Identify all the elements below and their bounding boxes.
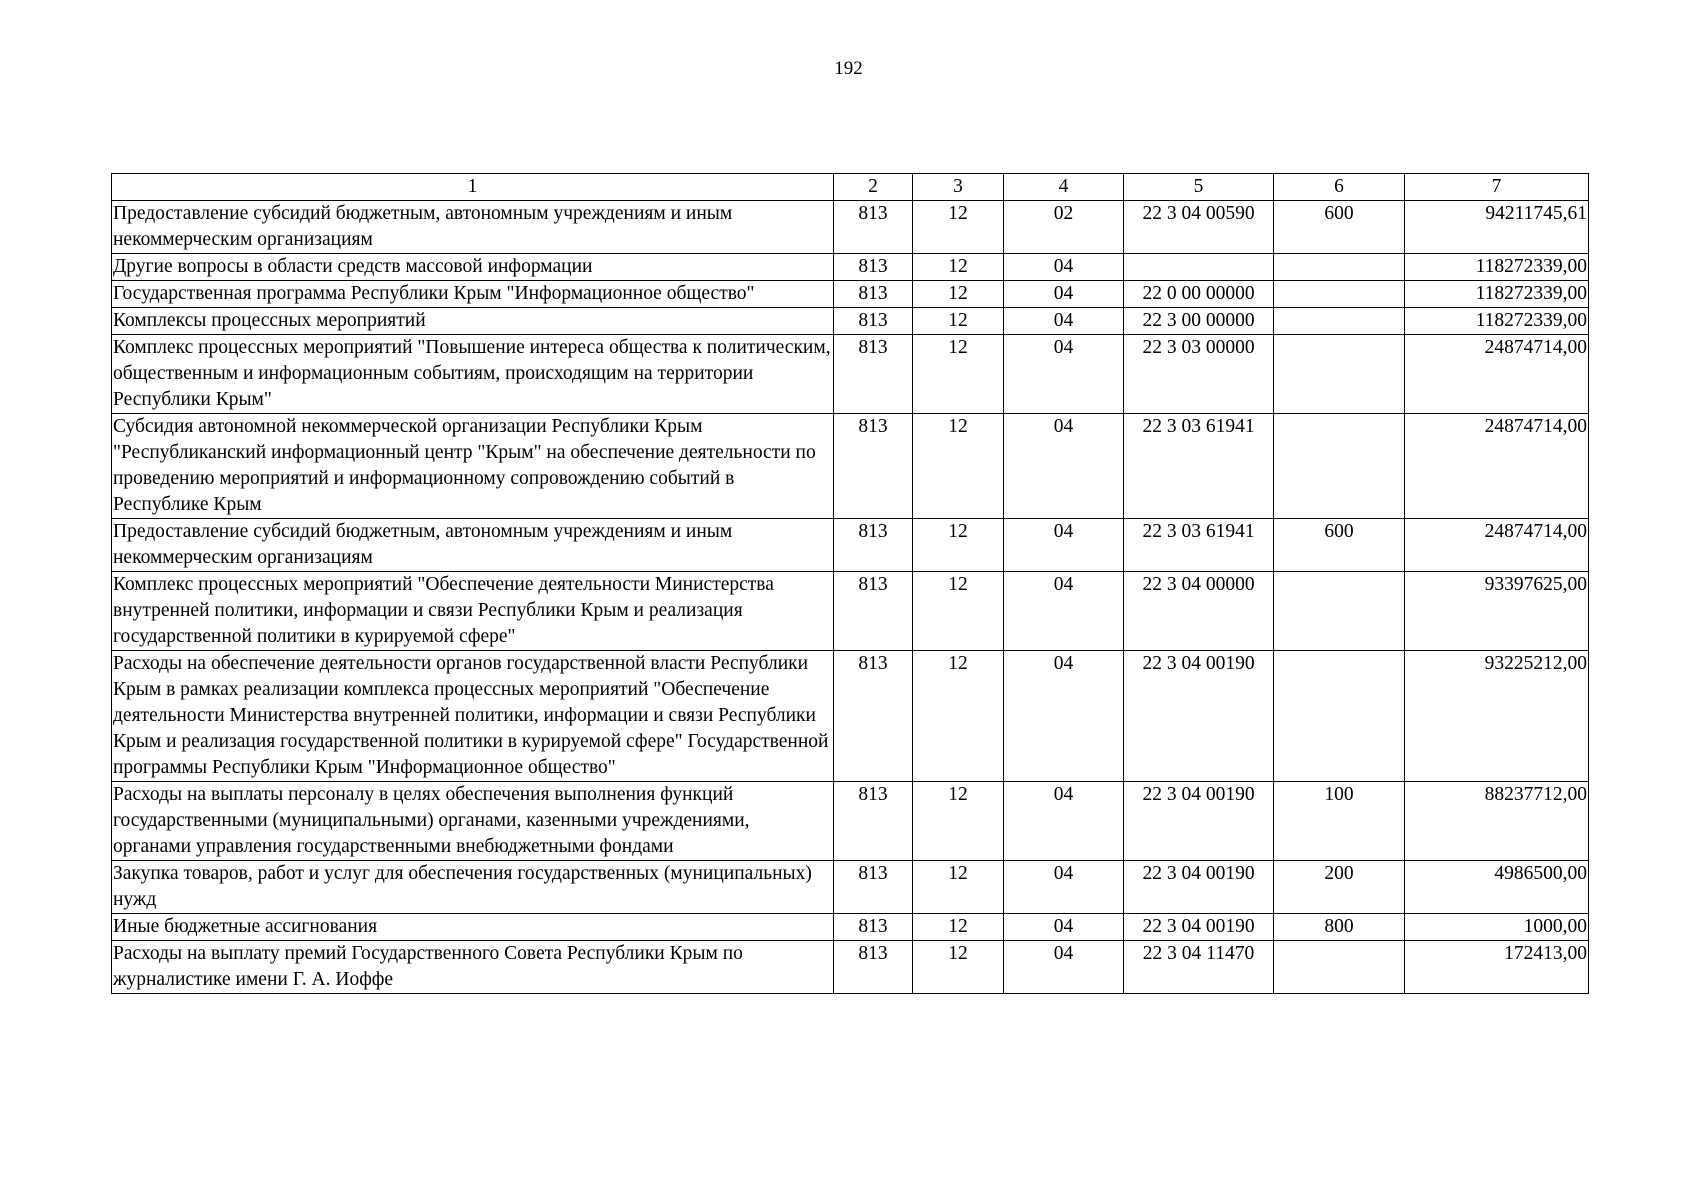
header-cell: 6 bbox=[1274, 174, 1405, 201]
section-code: 12 bbox=[913, 941, 1004, 994]
budget-table bbox=[111, 173, 1589, 994]
target-article-code: 22 3 03 00000 bbox=[1124, 335, 1274, 414]
section-code: 12 bbox=[913, 519, 1004, 572]
subsection-code: 04 bbox=[1004, 281, 1124, 308]
expense-name: Расходы на выплаты персоналу в целях обеспечения выполнения функций государственными (муниципальными) органами, казенными учреждениями, органами управления государственными внебюджетными фондами bbox=[112, 782, 834, 861]
header-cell: 4 bbox=[1004, 174, 1124, 201]
admin-code: 813 bbox=[834, 254, 913, 281]
admin-code: 813 bbox=[834, 281, 913, 308]
target-article-code: 22 3 04 00190 bbox=[1124, 651, 1274, 782]
expense-name: Комплексы процессных мероприятий bbox=[112, 308, 834, 335]
subsection-code: 04 bbox=[1004, 651, 1124, 782]
amount-value: 88237712,00 bbox=[1405, 782, 1589, 861]
section-code: 12 bbox=[913, 201, 1004, 254]
header-cell: 7 bbox=[1405, 174, 1589, 201]
section-code: 12 bbox=[913, 861, 1004, 914]
expense-type-code bbox=[1274, 335, 1405, 414]
expense-name: Иные бюджетные ассигнования bbox=[112, 914, 834, 941]
target-article-code bbox=[1124, 254, 1274, 281]
amount-value: 1000,00 bbox=[1405, 914, 1589, 941]
expense-type-code bbox=[1274, 281, 1405, 308]
table-row bbox=[112, 782, 1589, 861]
admin-code: 813 bbox=[834, 335, 913, 414]
table-row bbox=[112, 201, 1589, 254]
expense-type-code: 600 bbox=[1274, 519, 1405, 572]
target-article-code: 22 3 04 00000 bbox=[1124, 572, 1274, 651]
section-code: 12 bbox=[913, 335, 1004, 414]
target-article-code: 22 0 00 00000 bbox=[1124, 281, 1274, 308]
expense-name: Комплекс процессных мероприятий "Обеспечение деятельности Министерства внутренней политики, информации и связи Республики Крым и реализация государственной политики в курируемой сфере" bbox=[112, 572, 834, 651]
admin-code: 813 bbox=[834, 914, 913, 941]
expense-type-code bbox=[1274, 941, 1405, 994]
section-code: 12 bbox=[913, 572, 1004, 651]
amount-value: 93397625,00 bbox=[1405, 572, 1589, 651]
amount-value: 24874714,00 bbox=[1405, 335, 1589, 414]
section-code: 12 bbox=[913, 782, 1004, 861]
expense-type-code bbox=[1274, 572, 1405, 651]
amount-value: 24874714,00 bbox=[1405, 519, 1589, 572]
amount-value: 172413,00 bbox=[1405, 941, 1589, 994]
subsection-code: 04 bbox=[1004, 782, 1124, 861]
target-article-code: 22 3 03 61941 bbox=[1124, 414, 1274, 519]
target-article-code: 22 3 00 00000 bbox=[1124, 308, 1274, 335]
table-row bbox=[112, 281, 1589, 308]
table-row bbox=[112, 572, 1589, 651]
subsection-code: 04 bbox=[1004, 914, 1124, 941]
expense-type-code: 600 bbox=[1274, 201, 1405, 254]
expense-name: Субсидия автономной некоммерческой организации Республики Крым "Республиканский информационный центр "Крым" на обеспечение деятельности по проведению мероприятий и информационному сопровождению событий в Республике Крым bbox=[112, 414, 834, 519]
section-code: 12 bbox=[913, 414, 1004, 519]
subsection-code: 04 bbox=[1004, 254, 1124, 281]
expense-name: Расходы на обеспечение деятельности органов государственной власти Республики Крым в рамках реализации комплекса процессных мероприятий "Обеспечение деятельности Министерства внутренней политики, информации и связи Республики Крым и реализация государственной политики в курируемой сфере" Государственной программы Республики Крым "Информационное общество" bbox=[112, 651, 834, 782]
target-article-code: 22 3 03 61941 bbox=[1124, 519, 1274, 572]
admin-code: 813 bbox=[834, 519, 913, 572]
expense-type-code: 100 bbox=[1274, 782, 1405, 861]
subsection-code: 04 bbox=[1004, 308, 1124, 335]
admin-code: 813 bbox=[834, 414, 913, 519]
admin-code: 813 bbox=[834, 861, 913, 914]
subsection-code: 02 bbox=[1004, 201, 1124, 254]
table-row bbox=[112, 941, 1589, 994]
subsection-code: 04 bbox=[1004, 941, 1124, 994]
amount-value: 118272339,00 bbox=[1405, 281, 1589, 308]
table-row bbox=[112, 914, 1589, 941]
expense-type-code bbox=[1274, 651, 1405, 782]
expense-name: Другие вопросы в области средств массовой информации bbox=[112, 254, 834, 281]
table-row bbox=[112, 861, 1589, 914]
amount-value: 118272339,00 bbox=[1405, 308, 1589, 335]
admin-code: 813 bbox=[834, 941, 913, 994]
section-code: 12 bbox=[913, 281, 1004, 308]
expense-type-code: 800 bbox=[1274, 914, 1405, 941]
table-row bbox=[112, 651, 1589, 782]
subsection-code: 04 bbox=[1004, 519, 1124, 572]
target-article-code: 22 3 04 11470 bbox=[1124, 941, 1274, 994]
expense-name: Расходы на выплату премий Государственного Совета Республики Крым по журналистике имени Г. А. Иоффе bbox=[112, 941, 834, 994]
admin-code: 813 bbox=[834, 782, 913, 861]
subsection-code: 04 bbox=[1004, 335, 1124, 414]
admin-code: 813 bbox=[834, 572, 913, 651]
target-article-code: 22 3 04 00590 bbox=[1124, 201, 1274, 254]
section-code: 12 bbox=[913, 308, 1004, 335]
expense-name: Государственная программа Республики Крым "Информационное общество" bbox=[112, 281, 834, 308]
expense-name: Закупка товаров, работ и услуг для обеспечения государственных (муниципальных) нужд bbox=[112, 861, 834, 914]
expense-name: Комплекс процессных мероприятий "Повышение интереса общества к политическим, общественным и информационным событиям, происходящим на территории Республики Крым" bbox=[112, 335, 834, 414]
expense-type-code bbox=[1274, 308, 1405, 335]
expense-type-code: 200 bbox=[1274, 861, 1405, 914]
header-cell: 2 bbox=[834, 174, 913, 201]
expense-name: Предоставление субсидий бюджетным, автономным учреждениям и иным некоммерческим организациям bbox=[112, 201, 834, 254]
subsection-code: 04 bbox=[1004, 572, 1124, 651]
header-cell: 5 bbox=[1124, 174, 1274, 201]
admin-code: 813 bbox=[834, 201, 913, 254]
amount-value: 94211745,61 bbox=[1405, 201, 1589, 254]
expense-type-code bbox=[1274, 254, 1405, 281]
target-article-code: 22 3 04 00190 bbox=[1124, 782, 1274, 861]
table-row bbox=[112, 519, 1589, 572]
expense-name: Предоставление субсидий бюджетным, автономным учреждениям и иным некоммерческим организациям bbox=[112, 519, 834, 572]
target-article-code: 22 3 04 00190 bbox=[1124, 914, 1274, 941]
subsection-code: 04 bbox=[1004, 414, 1124, 519]
section-code: 12 bbox=[913, 254, 1004, 281]
table-row bbox=[112, 335, 1589, 414]
section-code: 12 bbox=[913, 914, 1004, 941]
amount-value: 4986500,00 bbox=[1405, 861, 1589, 914]
section-code: 12 bbox=[913, 651, 1004, 782]
amount-value: 118272339,00 bbox=[1405, 254, 1589, 281]
admin-code: 813 bbox=[834, 308, 913, 335]
table-row bbox=[112, 414, 1589, 519]
amount-value: 24874714,00 bbox=[1405, 414, 1589, 519]
table-row bbox=[112, 254, 1589, 281]
table-body bbox=[112, 201, 1589, 994]
header-cell: 3 bbox=[913, 174, 1004, 201]
subsection-code: 04 bbox=[1004, 861, 1124, 914]
target-article-code: 22 3 04 00190 bbox=[1124, 861, 1274, 914]
header-cell: 1 bbox=[112, 174, 834, 201]
admin-code: 813 bbox=[834, 651, 913, 782]
expense-type-code bbox=[1274, 414, 1405, 519]
table-header-row bbox=[112, 174, 1589, 201]
page-number: 192 bbox=[834, 58, 863, 79]
table-row bbox=[112, 308, 1589, 335]
amount-value: 93225212,00 bbox=[1405, 651, 1589, 782]
